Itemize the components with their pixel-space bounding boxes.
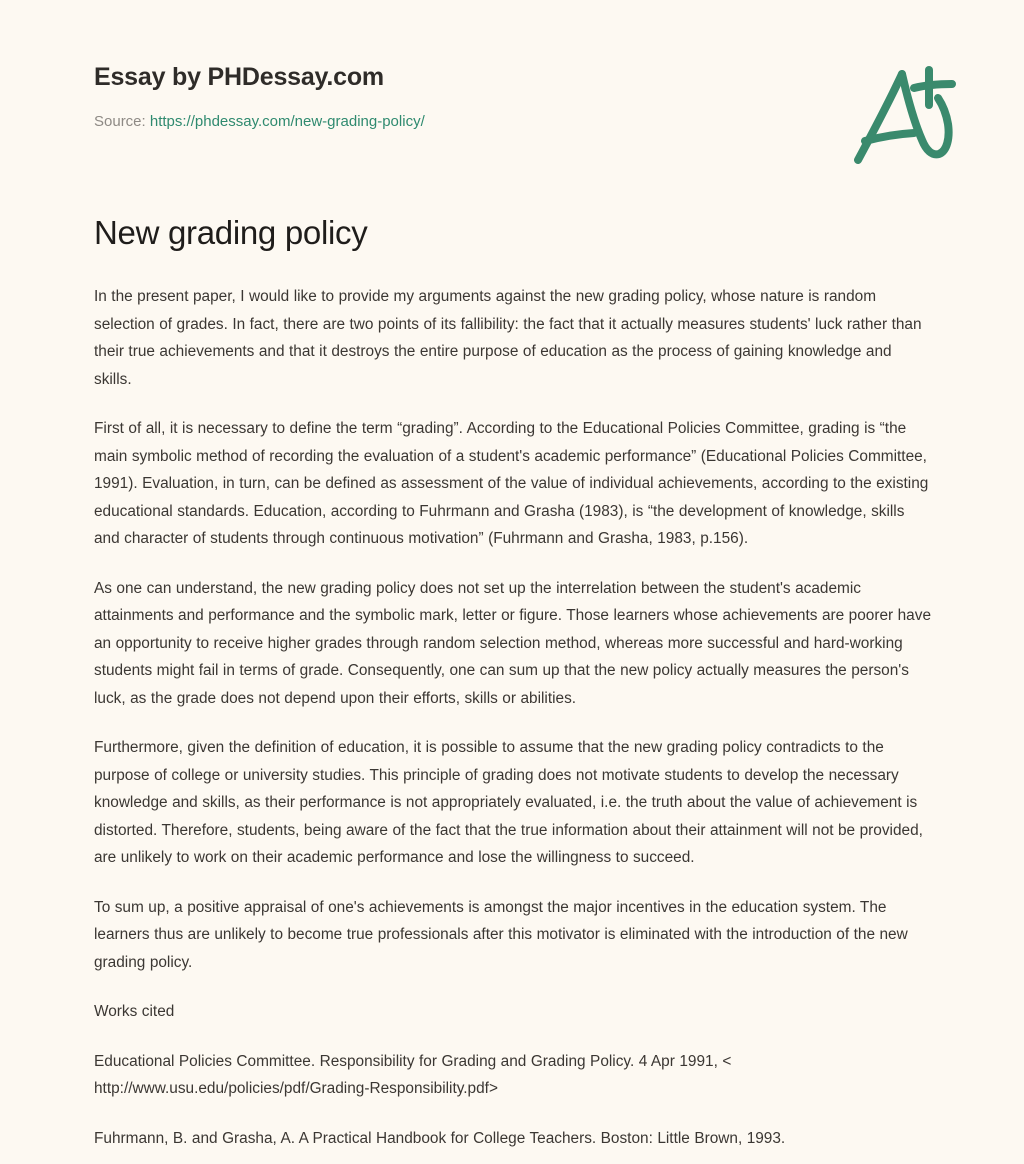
- paragraph: To sum up, a positive appraisal of one's achievements is amongst the major incentives in the education system. The learners thus are unlikely to become true professionals after this motivator is eliminated with the introduction of the new grading policy.: [94, 898, 908, 971]
- paragraph: Furthermore, given the definition of education, it is possible to assume that the new grading policy contradicts to the purpose of college or university studies. This principle of grading does not motivate students to develop the necessary knowledge and skills, as their performance is not appropriately evaluated, i.e. the truth about the value of achievement is distorted. Therefore, students, being aware of the fact that the true information about their attainment will not be provided, are unlikely to work on their academic performance and lose the willingness to succeed.: [94, 739, 923, 866]
- reference-item: Educational Policies Committee. Responsibility for Grading and Grading Policy. 4 Apr 1991, < http://www.usu.edu/policies/pdf/Grading-Responsibility.pdf>: [94, 1052, 732, 1097]
- a-plus-logo: [846, 62, 966, 172]
- page-header: [94, 62, 934, 132]
- works-cited-heading: Works cited: [94, 1003, 175, 1020]
- source-url-link[interactable]: https://phdessay.com/new-grading-policy/: [149, 113, 425, 130]
- reference-item: Fuhrmann, B. and Grasha, A. A Practical Handbook for College Teachers. Boston: Little Brown, 1993.: [94, 1129, 786, 1147]
- paragraph: First of all, it is necessary to define the term “grading”. According to the Educational Policies Committee, grading is “the main symbolic method of recording the evaluation of a student's academic performance” (Educational Policies Committee, 1991). Evaluation, in turn, can be defined as assessment of the value of individual achievements, according to the existing educational standards. Education, according to Fuhrmann and Grasha (1983), is “the development of knowledge, skills and character of students through continuous motivation” (Fuhrmann and Grasha, 1983, p.156).: [94, 420, 929, 547]
- page-title: New grading policy: [94, 214, 368, 251]
- paragraph: As one can understand, the new grading policy does not set up the interrelation between the student's academic attainments and performance and the symbolic mark, letter or figure. Those learners whose achievements are poorer have an opportunity to receive higher grades through random selection method, whereas more successful and hard-working students might fail in terms of grade. Consequently, one can sum up that the new policy actually measures the person's luck, as the grade does not depend upon their efforts, skills or abilities.: [94, 579, 931, 707]
- source-label: Source:: [94, 113, 146, 130]
- paragraph: In the present paper, I would like to provide my arguments against the new grading policy, whose nature is random selection of grades. In fact, there are two points of its fallibility: the fact that it actually measures students' luck rather than their true achievements and that it destroys the entire purpose of education as the process of gaining knowledge and skills.: [94, 288, 922, 388]
- essay-body: [94, 283, 932, 1152]
- brand-title: Essay by PHDessay.com: [94, 63, 384, 91]
- source-line: [94, 92, 934, 132]
